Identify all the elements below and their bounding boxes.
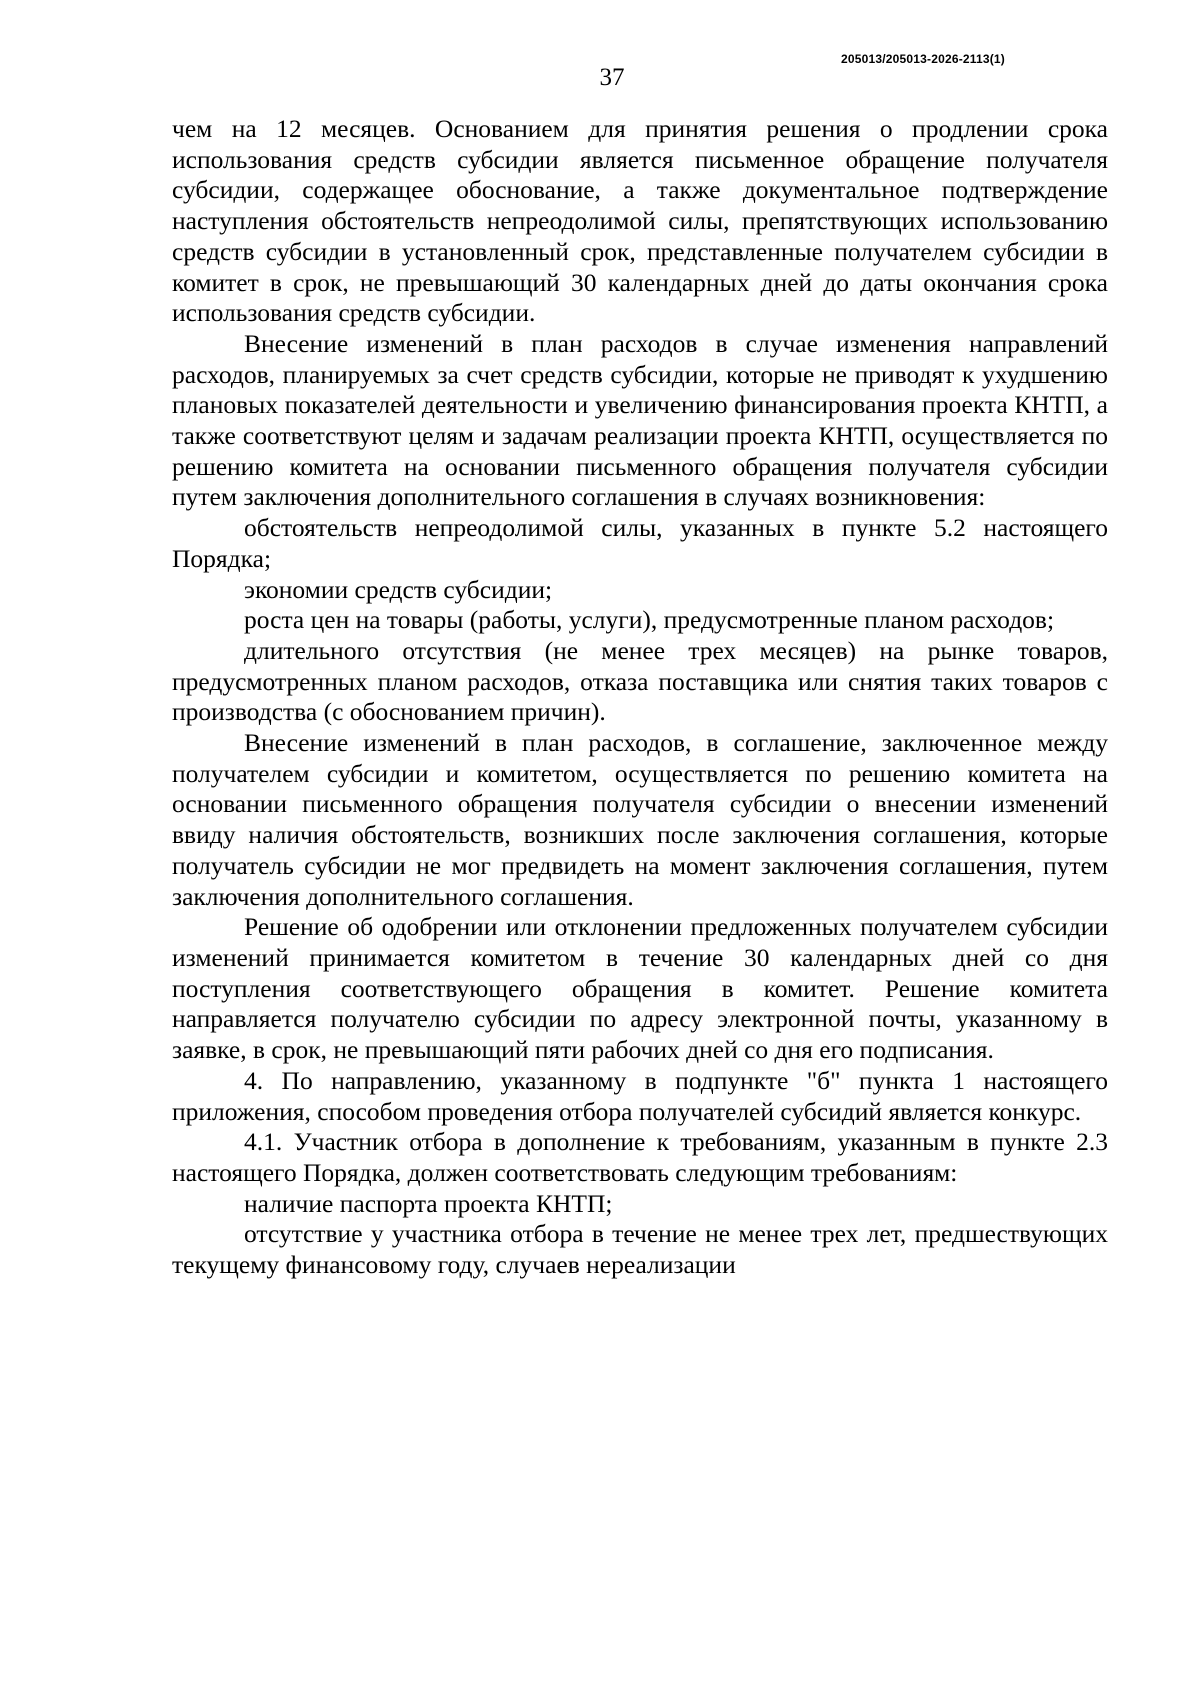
list-item: обстоятельств непреодолимой силы, указанных в пункте 5.2 настоящего Порядка; <box>172 513 1108 573</box>
list-item: роста цен на товары (работы, услуги), предусмотренные планом расходов; <box>244 605 1055 635</box>
list-item: длительного отсутствия (не менее трех месяцев) на рынке товаров, предусмотренных планом расходов, отказа поставщика или снятия таких товаров с производства (с обоснованием причин). <box>172 635 1108 727</box>
paragraph: Внесение изменений в план расходов, в соглашение, заключенное между получателем субсидии и комитетом, осуществляется по решению комитета на основании письменного обращения получателя субсидии о внесении изменений ввиду наличия обстоятельств, возникших после заключения соглашения, которые получатель субсидии не мог предвидеть на момент заключения соглашения, путем заключения дополнительного соглашения. <box>172 728 1108 911</box>
paragraph: Решение об одобрении или отклонении предложенных получателем субсидии изменений принимается комитетом в течение 30 календарных дней со дня поступления соответствующего обращения в комитет. Решение комитета направляется получателю субсидии по адресу электронной почты, указанному в заявке, в срок, не превышающий пяти рабочих дней со дня его подписания. <box>172 912 1108 1065</box>
document-body <box>172 114 1108 1281</box>
list-item: экономии средств субсидии; <box>244 574 553 604</box>
subsection-paragraph: 4.1. Участник отбора в дополнение к требованиям, указанным в пункте 2.3 настоящего Порядка, должен соответствовать следующим требованиям: <box>172 1127 1108 1187</box>
page-number: 37 <box>599 64 625 91</box>
paragraph: Внесение изменений в план расходов в случае изменения направлений расходов, планируемых за счет средств субсидии, которые не приводят к ухудшению плановых показателей деятельности и увеличению финансирования проекта КНТП, а также соответствуют целям и задачам реализации проекта КНТП, осуществляется по решению комитета на основании письменного обращения получателя субсидии путем заключения дополнительного соглашения в случаях возникновения: <box>172 328 1108 512</box>
paragraph: чем на 12 месяцев. Основанием для принятия решения о продлении срока использования средств субсидии является письменное обращение получателя субсидии, содержащее обоснование, а также документальное подтверждение наступления обстоятельств непреодолимой силы, препятствующих использованию средств субсидии в установленный срок, представленные получателем субсидии в комитет в срок, не превышающий 30 календарных дней до даты окончания срока использования средств субсидии. <box>172 114 1108 328</box>
section-paragraph: 4. По направлению, указанному в подпункте "б" пункта 1 настоящего приложения, способом проведения отбора получателей субсидий является конкурс. <box>172 1065 1108 1126</box>
list-item: отсутствие у участника отбора в течение не менее трех лет, предшествующих текущему финансовому году, случаев нереализации <box>172 1219 1108 1280</box>
list-item: наличие паспорта проекта КНТП; <box>244 1188 613 1218</box>
document-id: 205013/205013-2026-2113(1) <box>840 52 1005 66</box>
